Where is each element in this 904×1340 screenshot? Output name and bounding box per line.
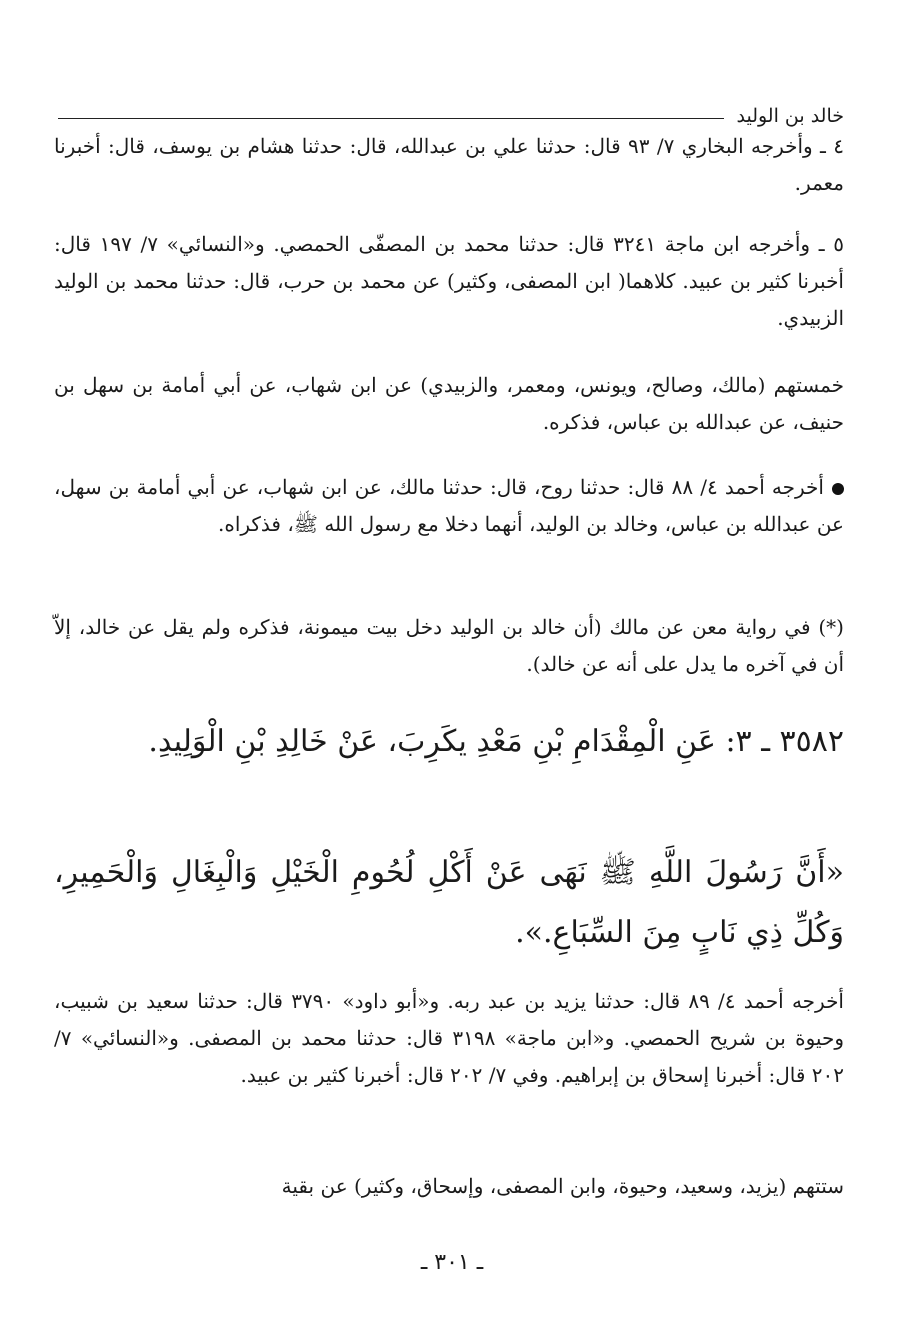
note-paragraph: (*) في رواية معن عن مالك (أن خالد بن الوليد دخل بيت ميمونة، فذكره ولم يقل عن خالد، إلاّ أن في آخره ما يدل على أنه عن خالد).: [54, 615, 844, 676]
ahmad-paragraph-text: أخرجه أحمد ٤/ ٨٨ قال: حدثنا روح، قال: حدثنا مالك، عن ابن شهاب، عن أبي أمامة بن سهل، عن عبدالله بن عباس، وخالد بن الوليد، أنهما دخلا مع رسول الله ﷺ، فذكراه.: [54, 475, 844, 536]
hadith-matn: «أَنَّ رَسُولَ اللَّهِ ﷺ نَهَى عَنْ أَكْلِ لُحُومِ الْخَيْلِ وَالْبِغَالِ وَالْحَمِيرِ، وَكُلِّ ذِي نَابٍ مِنَ السِّبَاعِ.».: [54, 855, 844, 950]
page-number: ـ ٣٠١ ـ: [420, 1250, 484, 1275]
summary-paragraph: خمستهم (مالك، وصالح، ويونس، ومعمر، والزبيدي) عن ابن شهاب، عن أبي أمامة بن سهل بن حنيف، عن عبدالله بن عباس، فذكره.: [54, 373, 844, 434]
ahmad-paragraph: [54, 469, 844, 543]
hadith-isnad: ٣٥٨٢ ـ ٣: عَنِ الْمِقْدَامِ بْنِ مَعْدِ يكَرِبَ، عَنْ خَالِدِ بْنِ الْوَلِيدِ.: [148, 724, 844, 759]
bullet-icon: [832, 483, 844, 495]
running-header-title: خالد بن الوليد: [736, 105, 844, 127]
header-rule: [58, 118, 724, 119]
footnote-paragraph-4: ٤ ـ وأخرجه البخاري ٧/ ٩٣ قال: حدثنا علي بن عبدالله، قال: حدثنا هشام بن يوسف، قال: أخبرنا معمر.: [54, 134, 844, 195]
closing-paragraph: ستتهم (يزيد، وسعيد، وحيوة، وابن المصفى، وإسحاق، وكثير) عن بقية: [281, 1174, 844, 1198]
takhrij-paragraph: أخرجه أحمد ٤/ ٨٩ قال: حدثنا يزيد بن عبد ربه. و«أبو داود» ٣٧٩٠ قال: حدثنا سعيد بن شبيب، وحيوة بن شريح الحمصي. و«ابن ماجة» ٣١٩٨ قال: حدثنا محمد بن المصفى. و«النسائي» ٧/ ٢٠٢ قال: أخبرنا إسحاق بن إبراهيم. وفي ٧/ ٢٠٢ قال: أخبرنا كثير بن عبيد.: [54, 989, 844, 1087]
footnote-paragraph-5: ٥ ـ وأخرجه ابن ماجة ٣٢٤١ قال: حدثنا محمد بن المصفّى الحمصي. و«النسائي» ٧/ ١٩٧ قال: أخبرنا كثير بن عبيد. كلاهما( ابن المصفى، وكثير) عن محمد بن حرب، قال: حدثنا محمد بن الوليد الزبيدي.: [54, 232, 845, 330]
